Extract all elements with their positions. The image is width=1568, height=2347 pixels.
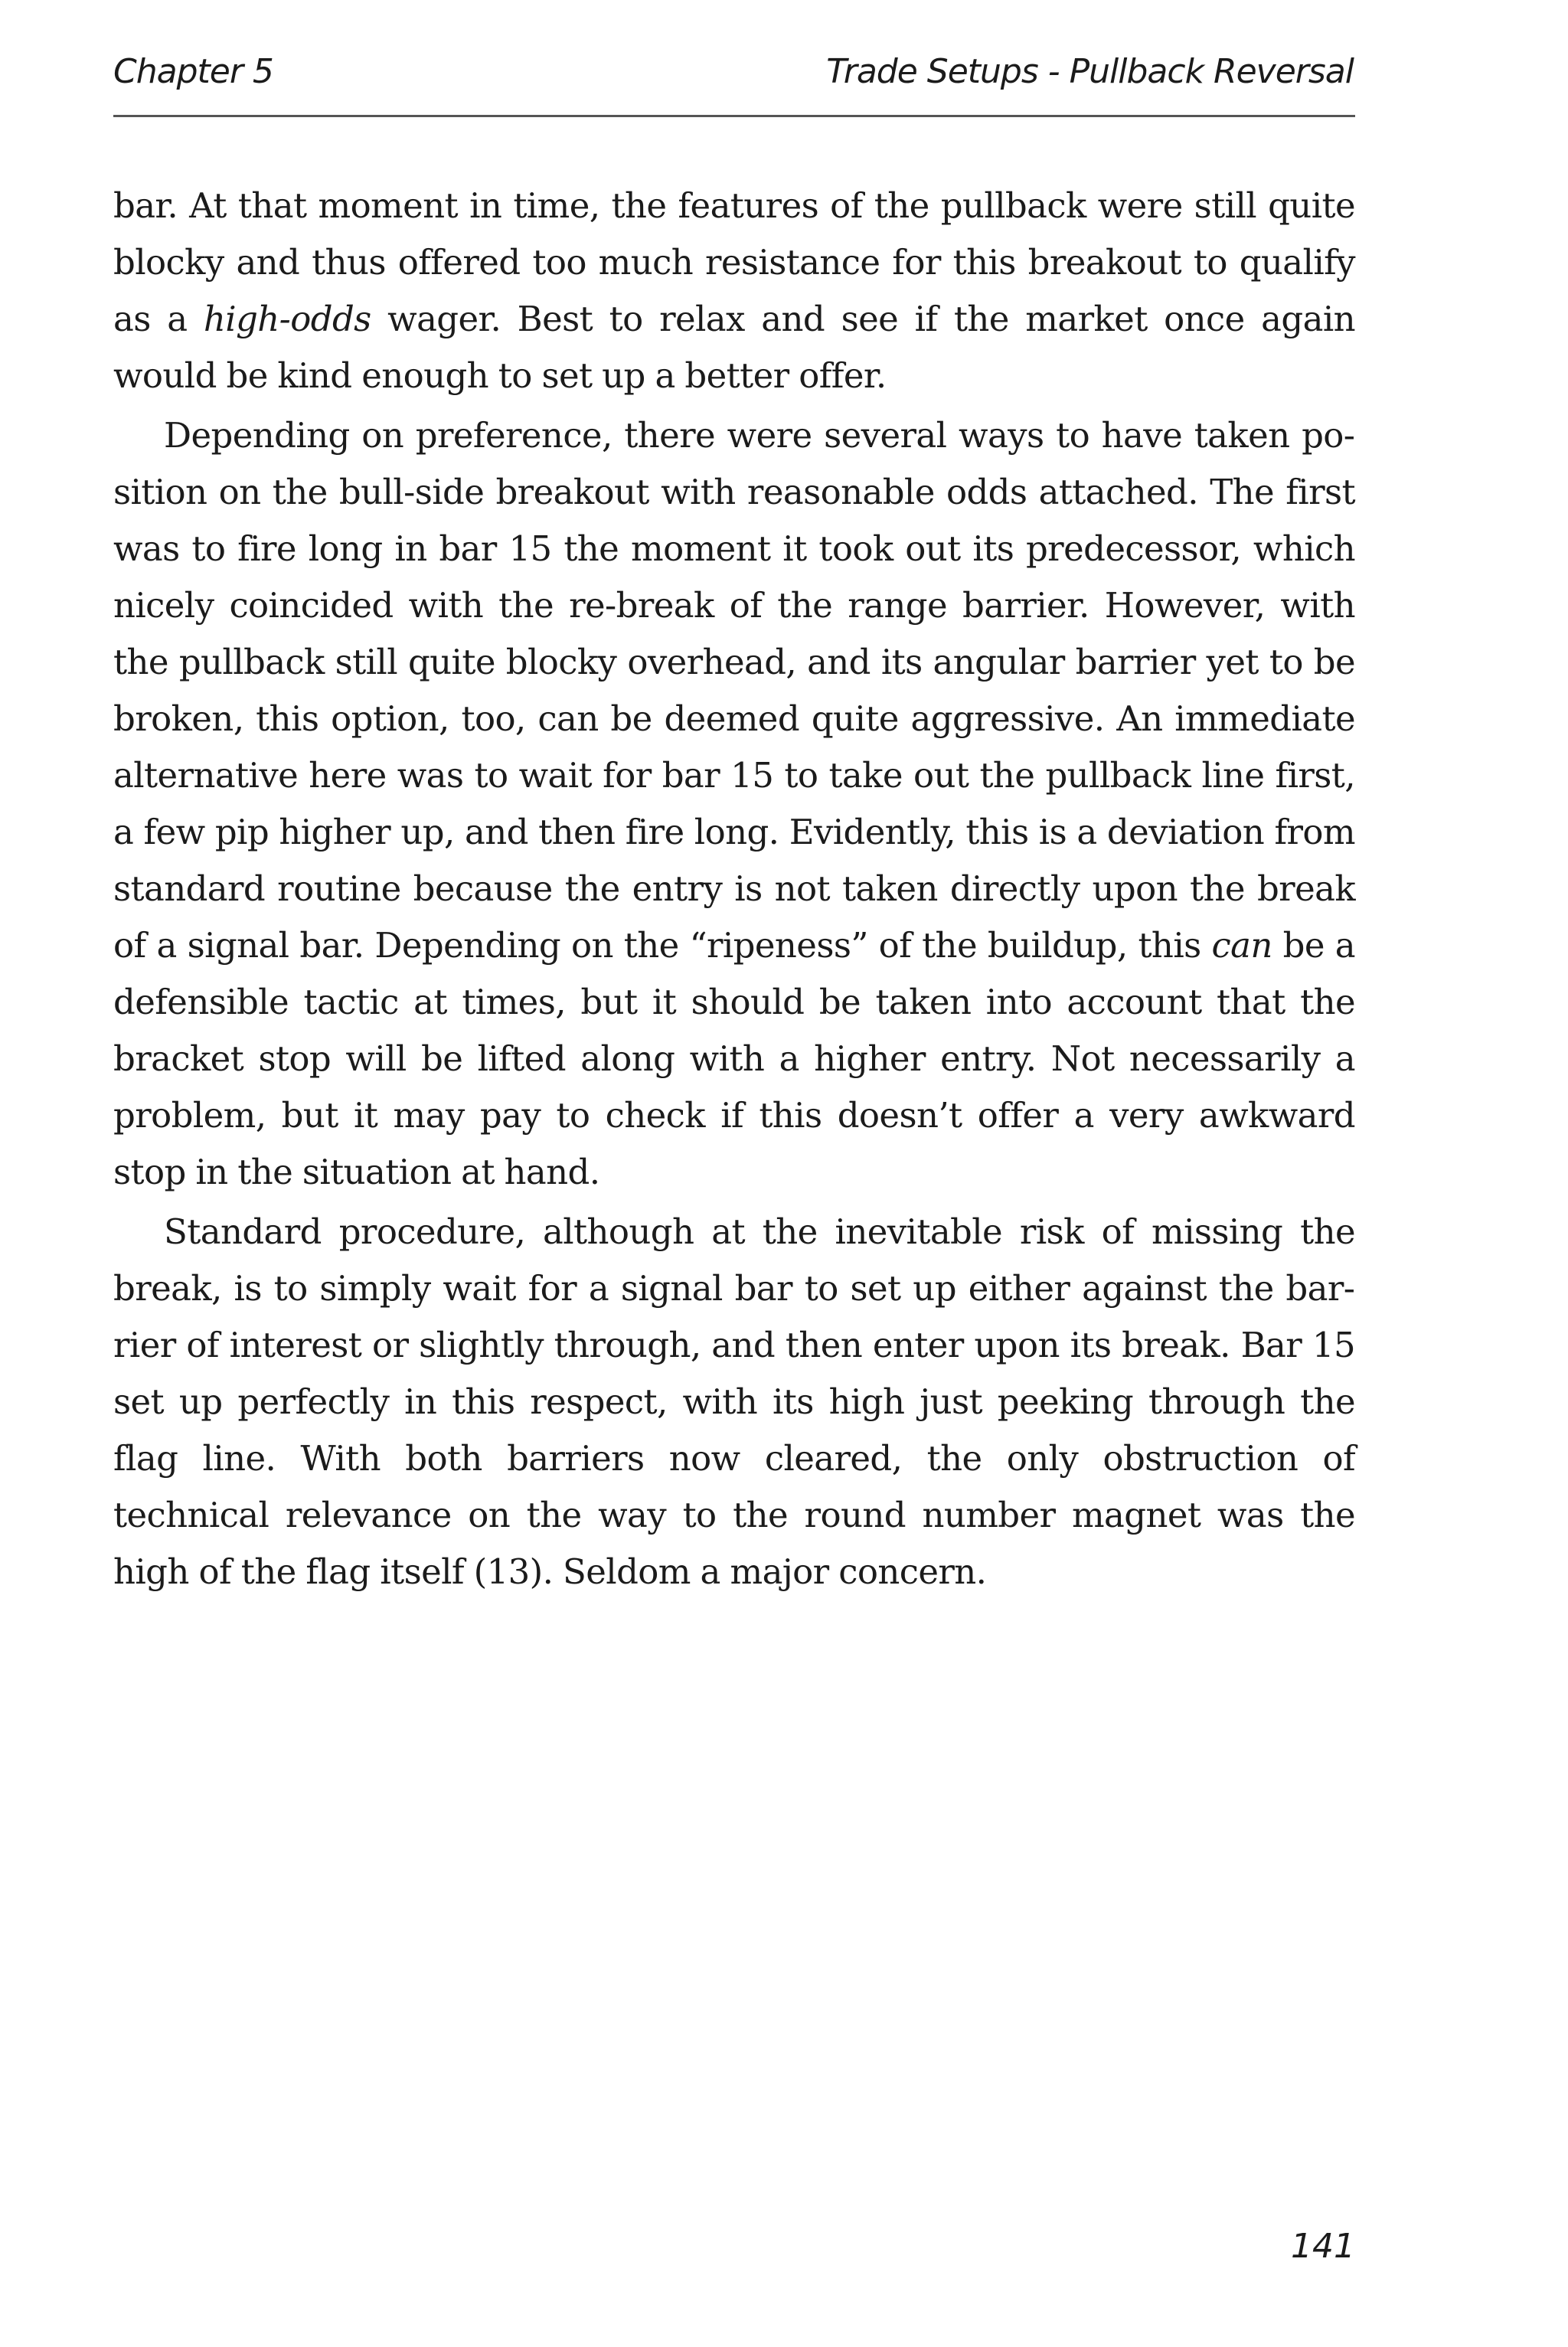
paragraph-2-emphasis: can — [1211, 925, 1272, 966]
section-title: Trade Setups - Pullback Reversal — [826, 52, 1354, 91]
paragraph-1-text-end: wager. Best to relax and see if the market once again would be kind enough to set up a better offer. — [113, 299, 1355, 396]
paragraph-1-emphasis: high-odds — [203, 299, 371, 339]
running-header — [113, 47, 1355, 117]
paragraph-2-text-end: be a defensible tactic at times, but it should be taken into account that the bracket stop will be lifted along with a higher entry. Not necessarily a problem, but it may pay to check if this doesn’t offer a very awkward stop in the situation at hand. — [113, 925, 1355, 1192]
paragraph-2 — [113, 407, 1355, 1201]
chapter-title: Chapter 5 — [113, 52, 273, 91]
paragraph-3 — [113, 1204, 1355, 1600]
page-number: 141 — [1291, 2227, 1355, 2266]
paragraph-3-text: Standard procedure, although at the inevitable risk of missing the break, is to simply wait for a signal bar to set up either against the barrier of interest or slightly through, and then enter upon its break. Bar 15 set up perfectly in this respect, with its high just peeking through the flag line. With both barriers now cleared, the only obstruction of technical relevance on the way to the round number magnet was the high of the flag itself (13). Seldom a major concern. — [113, 1211, 1355, 1592]
paragraph-2-text: Depending on preference, there were several ways to have taken position on the bull-side breakout with reasonable odds attached. The first was to fire long in bar 15 the moment it took out its predecessor, which nicely coincided with the re-break of the range barrier. However, with the pullback still quite blocky overhead, and its angular barrier yet to be broken, this option, too, can be deemed quite aggressive. An immediate alternative here was to wait for bar 15 to take out the pullback line first, a few pip higher up, and then fire long. Evidently, this is a deviation from standard routine because the entry is not taken directly upon the break of a signal bar. Depending on the “ripeness” of the buildup, this — [113, 415, 1355, 966]
paragraph-1 — [113, 178, 1355, 404]
body-text — [113, 178, 1355, 1600]
paragraph-1-text: bar. At that moment in time, the features of the pullback were still quite blocky and thus offered too much resistance for this breakout to qualify as a — [113, 185, 1355, 339]
